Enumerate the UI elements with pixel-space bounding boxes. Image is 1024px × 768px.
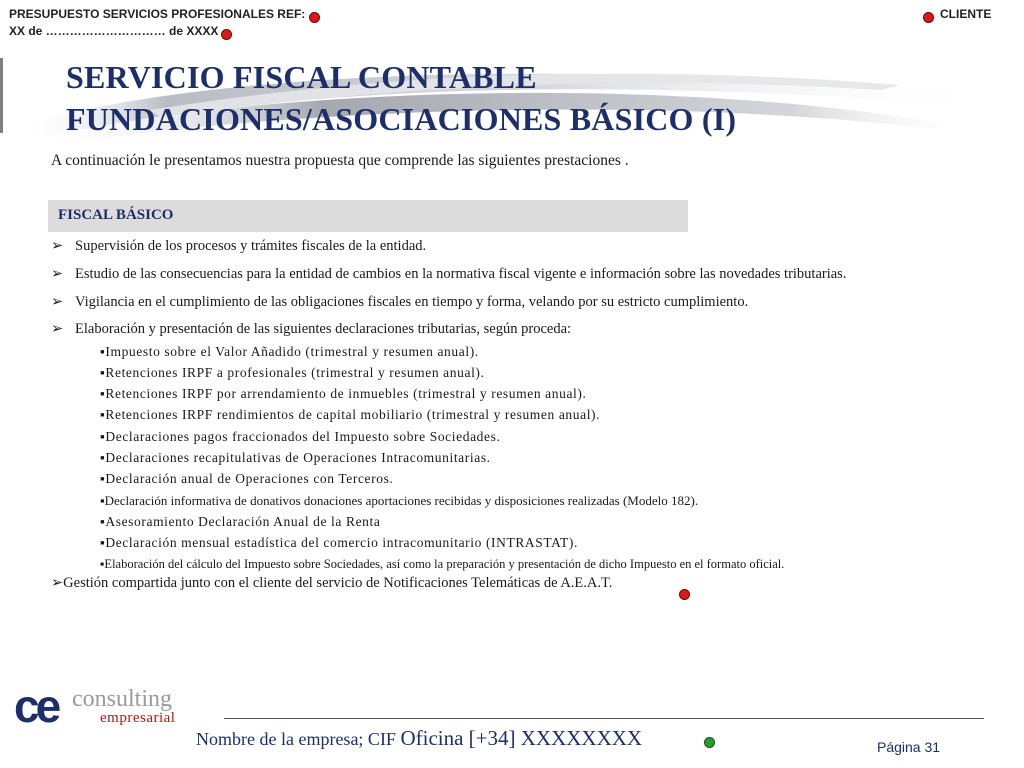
declaration-item: ▪Declaraciones recapitulativas de Operaciones Intracomunitarias. bbox=[100, 450, 491, 465]
page-title-line1: SERVICIO FISCAL CONTABLE bbox=[66, 59, 537, 95]
header-client-label: CLIENTE bbox=[940, 7, 992, 21]
declaration-item: ▪Elaboración del cálculo del Impuesto sobre Sociedades, así como la preparación y presentación de dicho Impuesto en el formato oficial. bbox=[100, 557, 785, 571]
logo-mark: ce bbox=[14, 684, 58, 728]
marker-red-dot[interactable] bbox=[309, 12, 320, 23]
page-title-line2: FUNDACIONES/ASOCIACIONES BÁSICO (I) bbox=[66, 101, 737, 137]
arrow-bullet-icon: ➢ bbox=[51, 294, 64, 310]
declaration-item: ▪Retenciones IRPF a profesionales (trimestral y resumen anual). bbox=[100, 365, 485, 380]
header-date-label: XX de ………………………… de XXXX bbox=[9, 24, 219, 38]
declaration-item: ▪Declaración informativa de donativos donaciones aportaciones recibidas y disposiciones realizadas (Modelo 182). bbox=[100, 493, 699, 508]
footer-office: Oficina [+34] XXXXXXXX bbox=[400, 726, 643, 750]
page-title bbox=[66, 56, 736, 140]
header-ref-label: PRESUPUESTO SERVICIOS PROFESIONALES REF: bbox=[9, 7, 306, 21]
footer-divider bbox=[224, 718, 984, 719]
arrow-bullet-icon: ➢ bbox=[51, 321, 64, 337]
service-bullet bbox=[51, 266, 846, 283]
marker-green-dot[interactable] bbox=[704, 737, 715, 748]
footer-company: Nombre de la empresa; CIF bbox=[196, 729, 401, 749]
arrow-bullet-icon: ➢ bbox=[51, 238, 64, 254]
arrow-bullet-icon: ➢ bbox=[51, 575, 64, 591]
section-header bbox=[48, 200, 688, 232]
declaration-item: ▪Impuesto sobre el Valor Añadido (trimestral y resumen anual). bbox=[100, 344, 479, 359]
intro-text: A continuación le presentamos nuestra propuesta que comprende las siguientes prestaciones . bbox=[51, 152, 629, 169]
service-bullet bbox=[51, 321, 571, 338]
service-bullet-text: Elaboración y presentación de las siguientes declaraciones tributarias, según proceda: bbox=[75, 321, 572, 337]
service-bullet-text: Gestión compartida junto con el cliente del servicio de Notificaciones Telemáticas de A.E.A.T. bbox=[63, 575, 613, 591]
marker-red-dot[interactable] bbox=[923, 12, 934, 23]
declaration-item: ▪Declaración mensual estadística del comercio intracomunitario (INTRASTAT). bbox=[100, 535, 578, 550]
company-logo bbox=[14, 684, 214, 728]
logo-word-consulting: consulting bbox=[72, 686, 172, 712]
declaration-item: ▪Declaraciones pagos fraccionados del Impuesto sobre Sociedades. bbox=[100, 429, 501, 444]
service-bullet-text: Estudio de las consecuencias para la entidad de cambios en la normativa fiscal vigente e información sobre las novedades tributarias. bbox=[75, 266, 847, 282]
declaration-item: ▪Retenciones IRPF por arrendamiento de inmuebles (trimestral y resumen anual). bbox=[100, 386, 587, 401]
declaration-item: ▪Retenciones IRPF rendimientos de capital mobiliario (trimestral y resumen anual). bbox=[100, 407, 601, 422]
declaration-item: ▪Declaración anual de Operaciones con Terceros. bbox=[100, 471, 394, 486]
service-bullet bbox=[51, 294, 748, 311]
logo-word-empresarial: empresarial bbox=[100, 710, 176, 726]
section-header-label: FISCAL BÁSICO bbox=[58, 207, 174, 223]
page-number: Página 31 bbox=[877, 739, 941, 755]
footer-company-line bbox=[196, 726, 642, 751]
service-bullet bbox=[51, 238, 426, 255]
service-bullet-text: Vigilancia en el cumplimiento de las obligaciones fiscales en tiempo y forma, velando por su estricto cumplimiento. bbox=[75, 294, 749, 310]
service-bullet bbox=[51, 575, 612, 592]
marker-red-dot[interactable] bbox=[221, 29, 232, 40]
service-bullet-text: Supervisión de los procesos y trámites fiscales de la entidad. bbox=[75, 238, 427, 254]
arrow-bullet-icon: ➢ bbox=[51, 266, 64, 282]
declaration-item: ▪Asesoramiento Declaración Anual de la Renta bbox=[100, 514, 381, 529]
marker-red-dot[interactable] bbox=[679, 589, 690, 600]
